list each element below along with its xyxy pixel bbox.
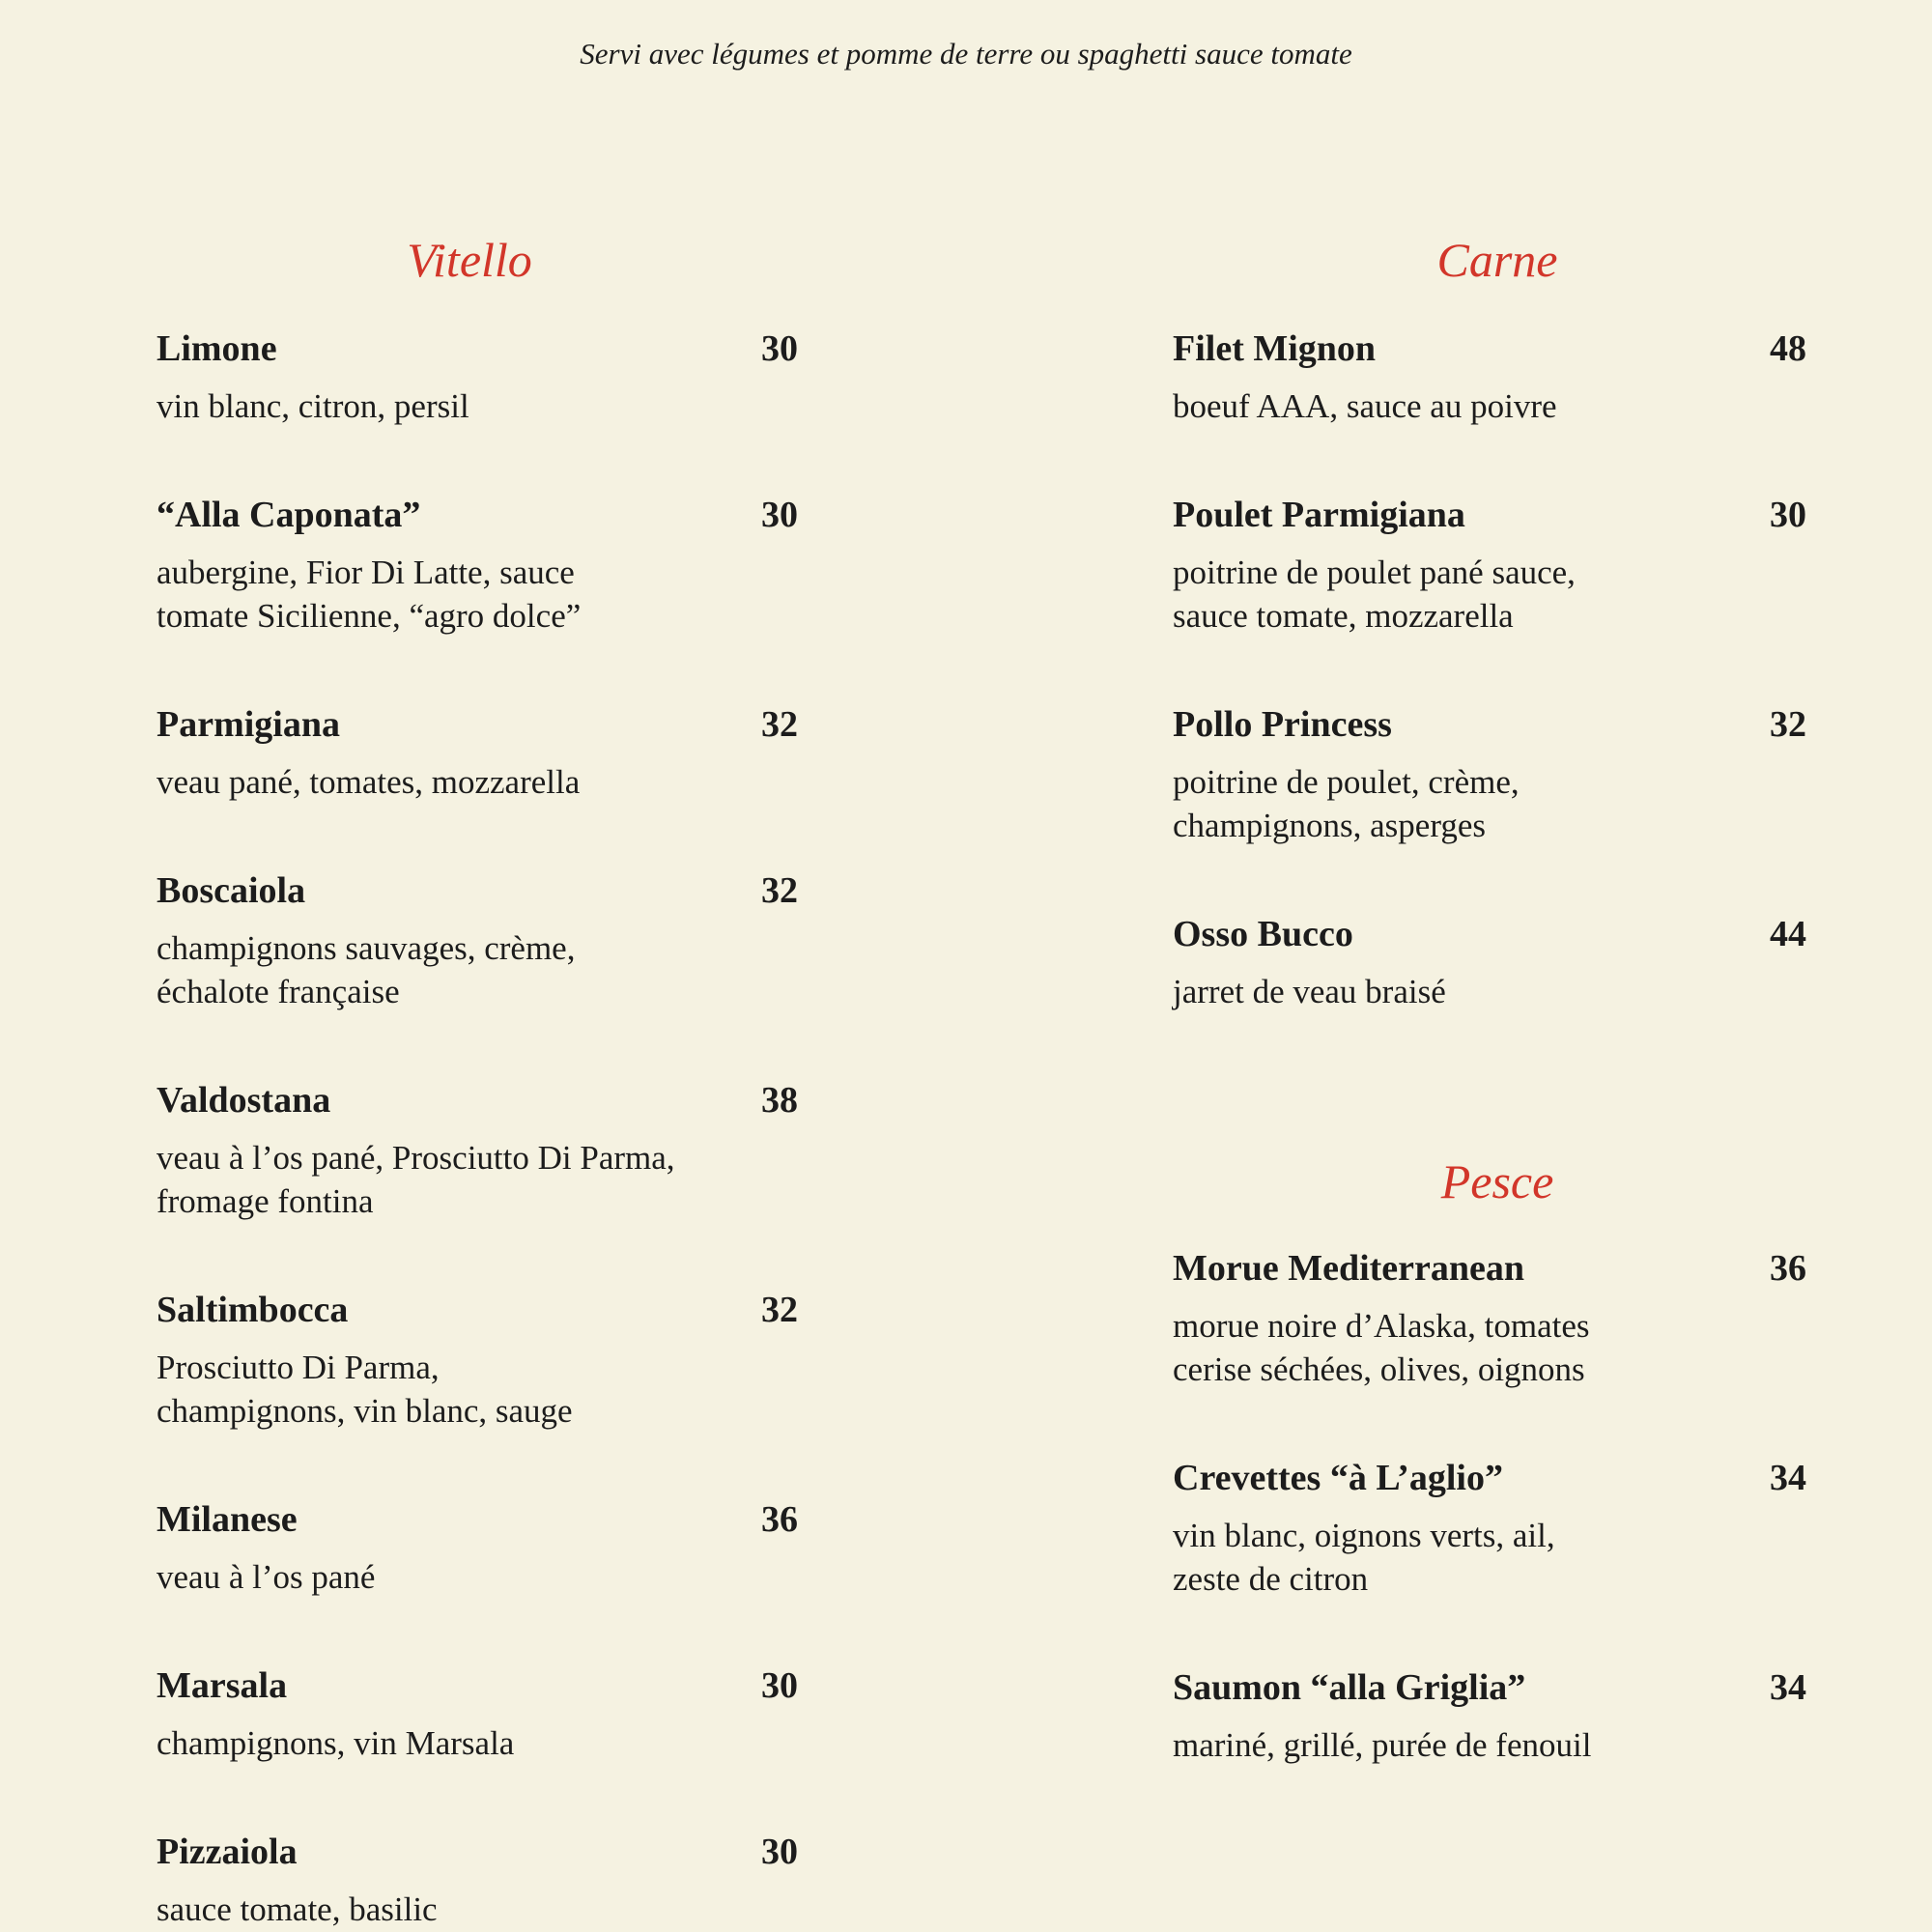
item-description-line: champignons, vin Marsala <box>156 1724 515 1762</box>
menu-subtitle: Servi avec légumes et pomme de terre ou spaghetti sauce tomate <box>580 37 1352 71</box>
item-description-line: mariné, grillé, purée de fenouil <box>1173 1726 1592 1764</box>
item-description <box>1173 970 1446 1013</box>
item-description-line: veau à l’os pané, Prosciutto Di Parma, <box>156 1139 675 1177</box>
item-description-line: champignons, vin blanc, sauge <box>156 1392 573 1430</box>
item-price: 34 <box>1770 1458 1806 1498</box>
item-description <box>1173 384 1557 428</box>
item-description-line: boeuf AAA, sauce au poivre <box>1173 387 1557 425</box>
item-description <box>1173 1723 1591 1767</box>
item-name: Milanese <box>156 1499 298 1540</box>
item-price: 48 <box>1770 328 1806 369</box>
item-price: 30 <box>1770 495 1806 535</box>
item-price: 30 <box>761 328 798 369</box>
item-name: Osso Bucco <box>1173 914 1353 954</box>
item-description-line: échalote française <box>156 973 400 1010</box>
section-heading-pesce: Pesce <box>1440 1154 1554 1208</box>
item-description <box>156 1346 573 1433</box>
item-description-line: poitrine de poulet, crème, <box>1173 763 1520 801</box>
item-name: Pizzaiola <box>156 1832 298 1872</box>
item-name: Valdostana <box>156 1080 331 1121</box>
item-price: 38 <box>761 1080 798 1121</box>
item-name: Crevettes “à L’aglio” <box>1173 1458 1503 1498</box>
item-description-line: morue noire d’Alaska, tomates <box>1173 1307 1590 1345</box>
item-name: Parmigiana <box>156 704 340 745</box>
item-description-line: champignons sauvages, crème, <box>156 929 576 967</box>
item-description-line: veau à l’os pané <box>156 1558 376 1596</box>
item-description <box>156 1888 438 1931</box>
item-price: 30 <box>761 1832 798 1872</box>
item-description-line: jarret de veau braisé <box>1173 973 1446 1010</box>
item-name: Limone <box>156 328 277 369</box>
item-price: 32 <box>761 870 798 911</box>
item-description-line: vin blanc, citron, persil <box>156 387 469 425</box>
section-heading-carne: Carne <box>1436 233 1558 287</box>
item-description-line: veau pané, tomates, mozzarella <box>156 763 581 801</box>
item-price: 30 <box>761 1665 798 1706</box>
item-description <box>156 1721 514 1765</box>
item-name: Poulet Parmigiana <box>1173 495 1465 535</box>
item-description-line: zeste de citron <box>1173 1560 1369 1598</box>
item-description <box>156 384 469 428</box>
item-description-line: tomate Sicilienne, “agro dolce” <box>156 597 582 635</box>
item-description-line: sauce tomate, basilic <box>156 1890 438 1928</box>
item-price: 32 <box>1770 704 1806 745</box>
item-description-line: aubergine, Fior Di Latte, sauce <box>156 554 575 591</box>
item-name: Boscaiola <box>156 870 306 911</box>
item-description-line: vin blanc, oignons verts, ail, <box>1173 1517 1555 1554</box>
item-description <box>1173 1514 1555 1601</box>
item-price: 44 <box>1770 914 1806 954</box>
item-name: Pollo Princess <box>1173 704 1392 745</box>
item-price: 36 <box>1770 1248 1806 1289</box>
item-description-line: cerise séchées, olives, oignons <box>1173 1350 1585 1388</box>
item-price: 36 <box>761 1499 798 1540</box>
item-name: Marsala <box>156 1665 288 1706</box>
item-price: 32 <box>761 1290 798 1330</box>
item-name: Filet Mignon <box>1173 328 1377 369</box>
item-name: Morue Mediterranean <box>1173 1248 1525 1289</box>
item-price: 34 <box>1770 1667 1806 1708</box>
item-name: Saltimbocca <box>156 1290 349 1330</box>
item-description <box>156 1136 675 1223</box>
item-description <box>156 926 575 1013</box>
item-description-line: champignons, asperges <box>1173 807 1487 844</box>
item-description <box>1173 551 1576 638</box>
item-description-line: fromage fontina <box>156 1182 374 1220</box>
item-description-line: Prosciutto Di Parma, <box>156 1349 440 1386</box>
section-heading-vitello: Vitello <box>407 233 532 287</box>
item-price: 30 <box>761 495 798 535</box>
item-price: 32 <box>761 704 798 745</box>
item-description <box>156 551 581 638</box>
item-description <box>1173 1304 1590 1391</box>
item-description <box>1173 760 1520 847</box>
item-name: “Alla Caponata” <box>156 495 421 535</box>
item-name: Saumon “alla Griglia” <box>1173 1667 1526 1708</box>
item-description-line: sauce tomate, mozzarella <box>1173 597 1514 635</box>
item-description-line: poitrine de poulet pané sauce, <box>1173 554 1576 591</box>
item-description <box>156 1555 375 1599</box>
item-description <box>156 760 580 804</box>
